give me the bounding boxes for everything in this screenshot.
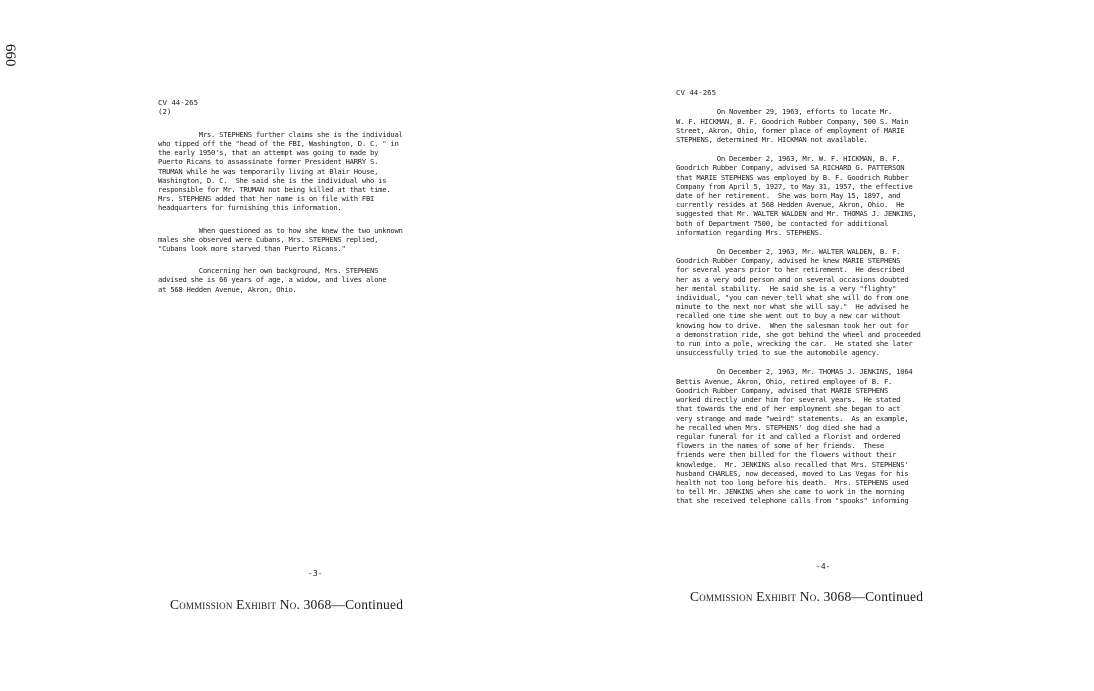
left-paragraph-1: Mrs. STEPHENS further claims she is the individual who tipped off the "head of the FBI, Washington, D. C. " in the early 1950's, that an attempt was going to made by Puerto Ricans to assassinate former President HARRY S. TRUMAN while he was temporarily living at Blair House, Washington, D. C. She said she is the individual who is responsible for Mr. TRUMAN not being killed at that time. Mrs. STEPHENS added that her name is on file with FBI headquarters for furnishing this information. [158,129,403,213]
right-page [676,88,966,628]
right-paragraph-1: On November 29, 1963, efforts to locate Mr. W. F. HICKMAN, B. F. Goodrich Rubber Company, 500 S. Main Street, Akron, Ohio, former place of employment of MARIE STEPHENS, determined Mr. HICKMAN not available. [676,107,909,145]
left-page-number: -3- [308,569,323,578]
right-paragraph-4: On December 2, 1963, Mr. THOMAS J. JENKINS, 1064 Bettis Avenue, Akron, Ohio, retired employee of B. F. Goodrich Rubber Company, advised that MARIE STEPHENS worked directly under him for several years. He stated that towards the end of her employment she began to act very strange and made "weird" statements. As an example, he recalled when Mrs. STEPHENS' dog died she had a regular funeral for it and called a florist and ordered flowers in the names of some of her friends. These friends were then billed for the flowers without their knowledge. Mr. JENKINS also recalled that Mrs. STEPHENS' husband CHARLES, now deceased, moved to Las Vegas for his health not too long before his death. Mrs. STEPHENS used to tell Mr. JENKINS when she came to work in the morning that she received telephone calls from "spooks" informing [676,367,913,506]
left-header-file: CV 44-265 [158,98,199,107]
right-header-file: CV 44-265 [676,88,717,97]
left-exhibit-prefix: Commission Exhibit No. 3068 [170,597,332,612]
right-exhibit-caption [690,589,923,605]
left-paragraph-2: When questioned as to how she knew the two unknown males she observed were Cubans, Mrs. STEPHENS replied, "Cubans look more starved than Puerto Ricans." [158,225,403,254]
right-paragraph-3: On December 2, 1963, Mr. WALTER WALDEN, B. F. Goodrich Rubber Company, advised he knew MARIE STEPHENS for several years prior to her retirement. He described her as a very odd person and on several occasions doubted her mental stability. He said she is a very "flighty" individual, "you can never tell what she will do from one minute to the next nor what she will say." He advised he recalled one time she went out to buy a new car without knowing how to drive. When the salesman took her out for a demonstration ride, she got behind the wheel and proceeded to run into a pole, wrecking the car. He stated she later unsuccessfully tried to sue the automobile agency. [676,247,921,358]
right-page-number: -4- [816,562,831,571]
left-paragraph-3: Concerning her own background, Mrs. STEPHENS advised she is 66 years of age, a widow, and lives alone at 568 Hedden Avenue, Akron, Ohio. [158,266,387,294]
right-exhibit-suffix: —Continued [851,589,924,604]
side-page-number: 660 [2,44,18,67]
left-page [158,98,450,638]
left-exhibit-suffix: —Continued [331,597,404,612]
right-paragraph-2: On December 2, 1963, Mr. W. F. HICKMAN, B. F. Goodrich Rubber Company, advised SA RICHARD G. PATTERSON that MARIE STEPHENS was employed by B. F. Goodrich Rubber Company from April 5, 1927, to May 31, 1957, the effective date of her retirement. She was born May 15, 1897, and currently resides at 568 Hedden Avenue, Akron, Ohio. He suggested that Mr. WALTER WALDEN and Mr. THOMAS J. JENKINS, both of Department 7500, be contacted for additional information regarding Mrs. STEPHENS. [676,154,917,237]
left-exhibit-caption [170,597,403,613]
left-header-sub: (2) [158,107,172,117]
right-exhibit-prefix: Commission Exhibit No. 3068 [690,589,852,604]
